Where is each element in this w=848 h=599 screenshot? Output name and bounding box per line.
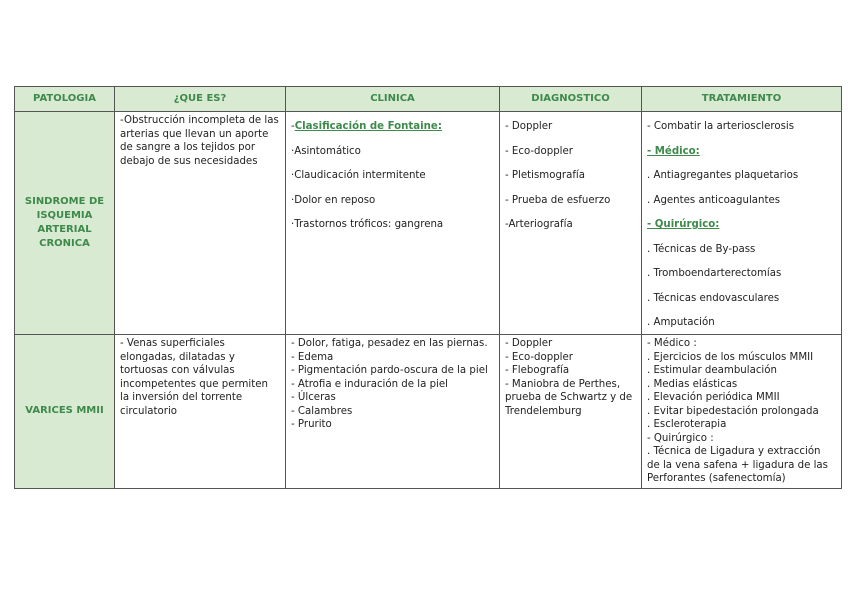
list-item: - Edema — [291, 351, 334, 363]
header-tratamiento: TRATAMIENTO — [642, 87, 842, 112]
list-item: . Técnicas de By-pass — [647, 243, 756, 255]
list-item: - Médico : — [647, 338, 697, 349]
list-item: . Medias elásticas — [647, 378, 738, 390]
list-item: ·Claudicación intermitente — [291, 170, 426, 181]
clinica-varices — [286, 335, 500, 489]
tratamiento-varices — [642, 335, 842, 489]
list-item: - Atrofia e induración de la piel — [291, 378, 448, 390]
quirurgico-label: - Quirúrgico: — [647, 219, 720, 230]
header-diagnostico: DIAGNOSTICO — [500, 87, 642, 112]
tratamiento-isquemia — [642, 112, 842, 335]
list-item: - Doppler — [505, 121, 553, 132]
table-row — [15, 112, 842, 335]
pathology-table — [14, 86, 842, 489]
list-item: . Elevación periódica MMII — [647, 392, 780, 403]
row-label-isquemia: SINDROME DE ISQUEMIA ARTERIAL CRONICA — [15, 112, 115, 335]
list-item: Perforantes (safenectomía) — [647, 473, 786, 484]
header-que-es: ¿QUE ES? — [115, 87, 286, 112]
list-item: ·Dolor en reposo — [291, 194, 376, 206]
list-item: - Combatir la arteriosclerosis — [647, 121, 795, 132]
que-es-isquemia: -Obstrucción incompleta de las arterias que llevan un aporte de sangre a los tejidos por debajo de sus necesidades — [115, 112, 286, 335]
diagnostico-varices — [500, 335, 642, 489]
list-item: . Técnica de Ligadura y extracción de la vena safena + ligadura de las — [647, 446, 828, 471]
list-item: . Antiagregantes plaquetarios — [647, 170, 799, 181]
list-item: . Agentes anticoagulantes — [647, 194, 781, 206]
list-item: - Eco-doppler — [505, 351, 573, 363]
list-item: - Prueba de esfuerzo — [505, 194, 611, 206]
list-item: - Quirúrgico : — [647, 432, 714, 444]
list-item: - Flebografía — [505, 365, 570, 376]
que-es-varices: - Venas superficiales elongadas, dilatadas y tortuosas con válvulas incompetentes que permiten la inversión del torrente circulatorio — [115, 335, 286, 489]
list-item: . Tromboendarterectomías — [647, 268, 782, 279]
header-patologia: PATOLOGIA — [15, 87, 115, 112]
list-item: - Calambres — [291, 405, 353, 417]
list-item: . Amputación — [647, 317, 715, 328]
list-item: - Pletismografía — [505, 170, 586, 181]
table-row — [15, 335, 842, 489]
list-item: - Prurito — [291, 419, 332, 430]
list-item: . Ejercicios de los músculos MMII — [647, 351, 814, 363]
diagnostico-isquemia — [500, 112, 642, 335]
list-item: ·Trastornos tróficos: gangrena — [291, 219, 444, 230]
list-item: - Pigmentación pardo-oscura de la piel — [291, 365, 488, 376]
list-item: . Estimular deambulación — [647, 365, 777, 376]
list-item: - Dolor, fatiga, pesadez en las piernas. — [291, 338, 488, 349]
list-item: . Escleroterapia — [647, 419, 727, 430]
list-item: - Doppler — [505, 338, 553, 349]
fontaine-heading: -Clasificación de Fontaine: — [291, 121, 442, 132]
list-item: - Maniobra de Perthes, prueba de Schwartz y de Trendelemburg — [505, 378, 633, 417]
list-item: -Arteriografía — [505, 219, 573, 230]
list-item: - Eco-doppler — [505, 145, 573, 157]
row-label-varices: VARICES MMII — [15, 335, 115, 489]
list-item: - Úlceras — [291, 392, 336, 403]
header-clinica: CLINICA — [286, 87, 500, 112]
fontaine-heading-label: Clasificación de Fontaine: — [294, 121, 442, 132]
medico-label: - Médico: — [647, 145, 700, 157]
header-row — [15, 87, 842, 112]
list-item: . Técnicas endovasculares — [647, 292, 780, 304]
list-item: ·Asintomático — [291, 145, 361, 157]
clinica-isquemia — [286, 112, 500, 335]
list-item: . Evitar bipedestación prolongada — [647, 405, 819, 417]
